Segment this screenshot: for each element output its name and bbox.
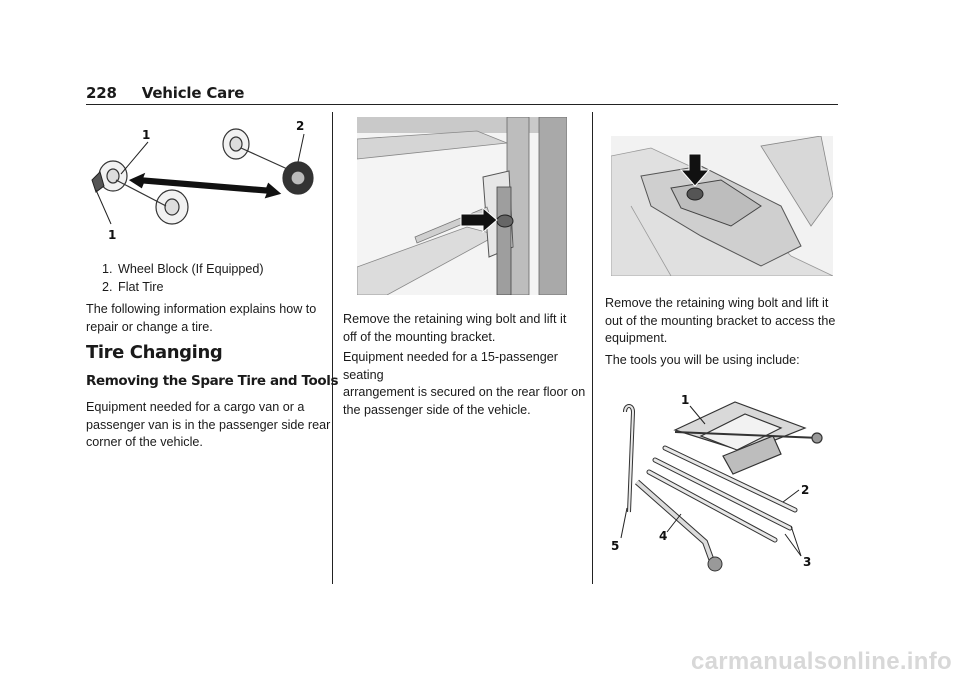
wheel-block-figure bbox=[86, 114, 324, 246]
left-paragraph: Equipment needed for a cargo van or a passenger van is in the passenger side rear corner of the vehicle. bbox=[86, 400, 331, 449]
tool-callout-1: 1 bbox=[681, 393, 690, 407]
header-rule bbox=[86, 104, 838, 105]
page-number: 228 bbox=[86, 84, 117, 102]
column-divider-2 bbox=[592, 112, 593, 584]
figure-legend bbox=[102, 261, 264, 296]
tools-figure bbox=[605, 392, 840, 576]
callout-1-top: 1 bbox=[142, 128, 151, 142]
callout-2: 2 bbox=[296, 119, 305, 133]
section-heading: Tire Changing bbox=[86, 342, 223, 363]
wing-bolt-floor-figure bbox=[611, 136, 833, 276]
middle-paragraph-2: Equipment needed for a 15-passenger seating arrangement is secured on the rear floor on the passenger side of the vehicle. bbox=[343, 350, 586, 417]
tool-callout-2: 2 bbox=[801, 483, 810, 497]
tool-callout-4: 4 bbox=[659, 529, 668, 543]
intro-paragraph: The following information explains how to repair or change a tire. bbox=[86, 302, 317, 334]
watermark: carmanualsonline.info bbox=[690, 648, 952, 675]
right-paragraph-1: Remove the retaining wing bolt and lift it out of the mounting bracket to access the equipment. bbox=[605, 296, 836, 345]
section-title: Vehicle Care bbox=[141, 84, 245, 102]
column-divider-1 bbox=[332, 112, 333, 584]
callout-1-bottom: 1 bbox=[108, 228, 117, 242]
list-item: 1. Wheel Block (If Equipped) bbox=[102, 262, 264, 276]
tool-callout-3: 3 bbox=[803, 555, 812, 569]
middle-paragraph-1: Remove the retaining wing bolt and lift it off of the mounting bracket. bbox=[343, 312, 567, 344]
tool-callout-5: 5 bbox=[611, 539, 620, 553]
wing-bolt-cargo-figure bbox=[357, 117, 567, 295]
list-item: 2. Flat Tire bbox=[102, 279, 164, 294]
right-paragraph-2: The tools you will be using include: bbox=[605, 353, 800, 367]
page-header bbox=[86, 84, 244, 102]
subsection-heading: Removing the Spare Tire and Tools bbox=[86, 373, 339, 389]
